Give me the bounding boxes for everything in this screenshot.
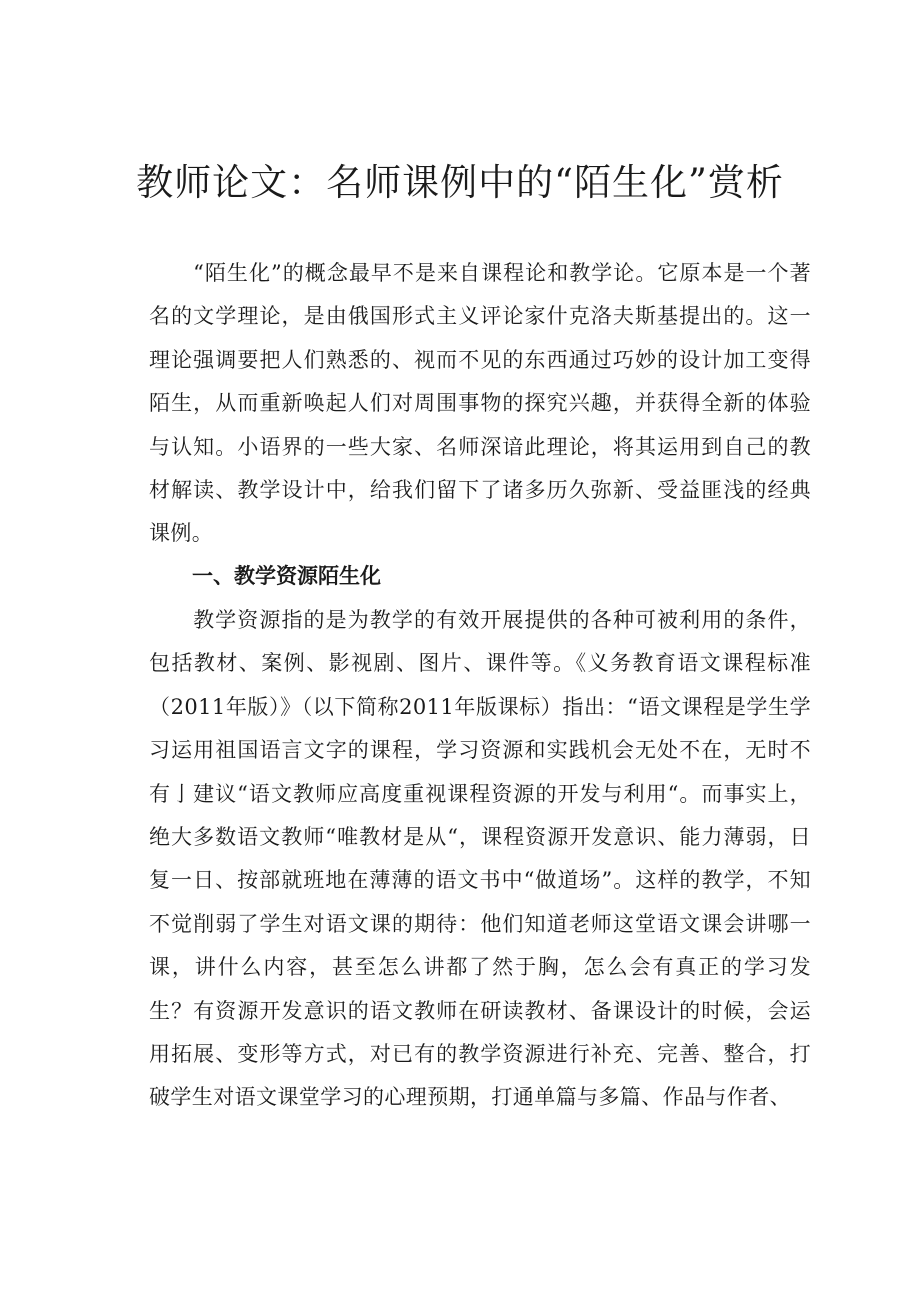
section-heading: 一、教学资源陌生化	[192, 564, 381, 588]
section-paragraph: 教学资源指的是为教学的有效开展提供的各种可被利用的条件，包括教材、案例、影视剧、图片、课件等。《义务教育语文课程标准（2011年版）》（以下简称2011年版课标）指出：“语文课程是学生学习运用祖国语言文字的课程，学习资源和实践机会无处不在，无时不有亅建议“语文教师应高度重视课程资源的开发与利用“。而事实上，绝大多数语文教师“唯教材是从“，课程资源开发意识、能力薄弱，日复一日、按部就班地在薄薄的语文书中“做道场”。这样的教学，不知不觉削弱了学生对语文课的期待：他们知道老师这堂语文课会讲哪一课，讲什么内容，甚至怎么讲都了然于胸，怎么会有真正的学习发生？有资源开发意识的语文教师在研读教材、备课设计的时候，会运用拓展、变形等方式，对已有的教学资源进行补充、完善、整合，打破学生对语文课堂学习的心理预期，打通单篇与多篇、作品与作者、	[149, 608, 811, 1110]
document-title: 教师论文：名师课例中的“陌生化”赏析	[136, 161, 784, 204]
intro-paragraph: “陌生化”的概念最早不是来自课程论和教学论。它原本是一个著名的文学理论，是由俄国形式主义评论家什克洛夫斯基提出的。这一理论强调要把人们熟悉的、视而不见的东西通过巧妙的设计加工变得陌生，从而重新唤起人们对周围事物的探究兴趣，并获得全新的体验与认知。小语界的一些大家、名师深谙此理论，将其运用到自己的教材解读、教学设计中，给我们留下了诸多历久弥新、受益匪浅的经典课例。	[149, 261, 811, 546]
